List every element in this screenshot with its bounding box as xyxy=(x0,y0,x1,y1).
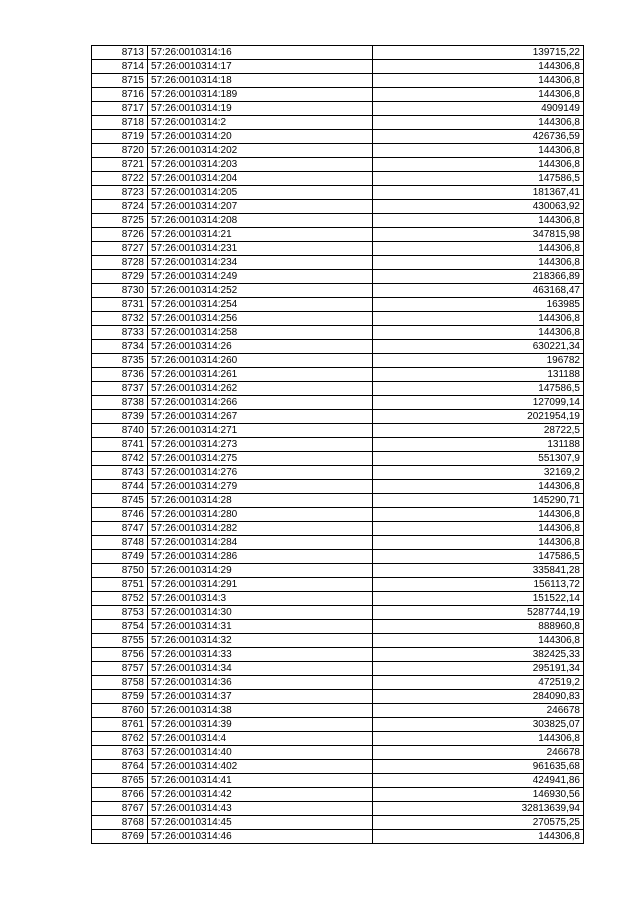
cadastral-value: 144306,8 xyxy=(373,242,584,256)
row-number: 8747 xyxy=(92,522,148,536)
cadastral-number: 57:26:0010314:189 xyxy=(148,88,373,102)
cadastral-value: 144306,8 xyxy=(373,326,584,340)
table-row xyxy=(92,186,584,200)
cadastral-value: 426736,59 xyxy=(373,130,584,144)
cadastral-value: 144306,8 xyxy=(373,116,584,130)
cadastral-number: 57:26:0010314:271 xyxy=(148,424,373,438)
cadastral-number: 57:26:0010314:262 xyxy=(148,382,373,396)
row-number: 8737 xyxy=(92,382,148,396)
cadastral-value: 131188 xyxy=(373,438,584,452)
cadastral-number: 57:26:0010314:19 xyxy=(148,102,373,116)
row-number: 8764 xyxy=(92,760,148,774)
row-number: 8769 xyxy=(92,830,148,844)
table-row xyxy=(92,200,584,214)
table-row xyxy=(92,830,584,844)
row-number: 8742 xyxy=(92,452,148,466)
table-row xyxy=(92,396,584,410)
cadastral-value: 147586,5 xyxy=(373,172,584,186)
table-row xyxy=(92,312,584,326)
cadastral-number: 57:26:0010314:231 xyxy=(148,242,373,256)
cadastral-value: 144306,8 xyxy=(373,480,584,494)
cadastral-number: 57:26:0010314:286 xyxy=(148,550,373,564)
table-row xyxy=(92,648,584,662)
cadastral-number: 57:26:0010314:279 xyxy=(148,480,373,494)
table-row xyxy=(92,620,584,634)
cadastral-value: 630221,34 xyxy=(373,340,584,354)
cadastral-number: 57:26:0010314:16 xyxy=(148,46,373,60)
cadastral-value: 144306,8 xyxy=(373,214,584,228)
table-row xyxy=(92,662,584,676)
table-row xyxy=(92,382,584,396)
table-row xyxy=(92,102,584,116)
table-row xyxy=(92,242,584,256)
cadastral-number: 57:26:0010314:34 xyxy=(148,662,373,676)
row-number: 8760 xyxy=(92,704,148,718)
cadastral-number: 57:26:0010314:37 xyxy=(148,690,373,704)
table-row xyxy=(92,144,584,158)
cadastral-value: 382425,33 xyxy=(373,648,584,662)
cadastral-number: 57:26:0010314:46 xyxy=(148,830,373,844)
cadastral-value: 284090,83 xyxy=(373,690,584,704)
row-number: 8720 xyxy=(92,144,148,158)
row-number: 8734 xyxy=(92,340,148,354)
cadastral-value: 424941,86 xyxy=(373,774,584,788)
table-row xyxy=(92,522,584,536)
cadastral-number: 57:26:0010314:273 xyxy=(148,438,373,452)
row-number: 8735 xyxy=(92,354,148,368)
cadastral-number: 57:26:0010314:36 xyxy=(148,676,373,690)
row-number: 8741 xyxy=(92,438,148,452)
cadastral-number: 57:26:0010314:261 xyxy=(148,368,373,382)
row-number: 8723 xyxy=(92,186,148,200)
cadastral-value: 347815,98 xyxy=(373,228,584,242)
row-number: 8732 xyxy=(92,312,148,326)
table-row xyxy=(92,676,584,690)
row-number: 8719 xyxy=(92,130,148,144)
cadastral-number: 57:26:0010314:205 xyxy=(148,186,373,200)
cadastral-number: 57:26:0010314:4 xyxy=(148,732,373,746)
row-number: 8725 xyxy=(92,214,148,228)
table-row xyxy=(92,452,584,466)
cadastral-value-table xyxy=(91,45,584,844)
cadastral-value: 4909149 xyxy=(373,102,584,116)
row-number: 8718 xyxy=(92,116,148,130)
cadastral-value: 270575,25 xyxy=(373,816,584,830)
cadastral-number: 57:26:0010314:282 xyxy=(148,522,373,536)
table-row xyxy=(92,788,584,802)
row-number: 8754 xyxy=(92,620,148,634)
table-row xyxy=(92,284,584,298)
table-row xyxy=(92,438,584,452)
cadastral-number: 57:26:0010314:207 xyxy=(148,200,373,214)
cadastral-value: 156113,72 xyxy=(373,578,584,592)
table-row xyxy=(92,536,584,550)
cadastral-number: 57:26:0010314:267 xyxy=(148,410,373,424)
row-number: 8753 xyxy=(92,606,148,620)
cadastral-value: 131188 xyxy=(373,368,584,382)
table-row xyxy=(92,88,584,102)
table-row xyxy=(92,760,584,774)
table-row xyxy=(92,130,584,144)
cadastral-value: 2021954,19 xyxy=(373,410,584,424)
cadastral-number: 57:26:0010314:252 xyxy=(148,284,373,298)
cadastral-number: 57:26:0010314:45 xyxy=(148,816,373,830)
row-number: 8715 xyxy=(92,74,148,88)
cadastral-value: 246678 xyxy=(373,746,584,760)
cadastral-value: 551307,9 xyxy=(373,452,584,466)
row-number: 8762 xyxy=(92,732,148,746)
cadastral-number: 57:26:0010314:276 xyxy=(148,466,373,480)
table-row xyxy=(92,326,584,340)
cadastral-number: 57:26:0010314:42 xyxy=(148,788,373,802)
table-row xyxy=(92,270,584,284)
cadastral-value: 295191,34 xyxy=(373,662,584,676)
cadastral-value: 145290,71 xyxy=(373,494,584,508)
row-number: 8744 xyxy=(92,480,148,494)
cadastral-number: 57:26:0010314:41 xyxy=(148,774,373,788)
table-row xyxy=(92,774,584,788)
cadastral-number: 57:26:0010314:204 xyxy=(148,172,373,186)
row-number: 8758 xyxy=(92,676,148,690)
row-number: 8736 xyxy=(92,368,148,382)
cadastral-value: 32813639,94 xyxy=(373,802,584,816)
cadastral-number: 57:26:0010314:202 xyxy=(148,144,373,158)
cadastral-value: 144306,8 xyxy=(373,508,584,522)
table-row xyxy=(92,298,584,312)
row-number: 8752 xyxy=(92,592,148,606)
table-row xyxy=(92,704,584,718)
cadastral-number: 57:26:0010314:258 xyxy=(148,326,373,340)
table-row xyxy=(92,466,584,480)
table-row xyxy=(92,718,584,732)
row-number: 8761 xyxy=(92,718,148,732)
cadastral-value: 28722,5 xyxy=(373,424,584,438)
row-number: 8745 xyxy=(92,494,148,508)
cadastral-number: 57:26:0010314:280 xyxy=(148,508,373,522)
cadastral-value: 472519,2 xyxy=(373,676,584,690)
cadastral-value: 163985 xyxy=(373,298,584,312)
cadastral-value: 196782 xyxy=(373,354,584,368)
row-number: 8740 xyxy=(92,424,148,438)
row-number: 8765 xyxy=(92,774,148,788)
cadastral-value: 147586,5 xyxy=(373,382,584,396)
row-number: 8750 xyxy=(92,564,148,578)
cadastral-number: 57:26:0010314:284 xyxy=(148,536,373,550)
row-number: 8748 xyxy=(92,536,148,550)
row-number: 8759 xyxy=(92,690,148,704)
table-row xyxy=(92,172,584,186)
row-number: 8733 xyxy=(92,326,148,340)
cadastral-number: 57:26:0010314:266 xyxy=(148,396,373,410)
cadastral-value: 218366,89 xyxy=(373,270,584,284)
cadastral-number: 57:26:0010314:21 xyxy=(148,228,373,242)
cadastral-value: 144306,8 xyxy=(373,88,584,102)
cadastral-value: 144306,8 xyxy=(373,74,584,88)
cadastral-number: 57:26:0010314:40 xyxy=(148,746,373,760)
table-row xyxy=(92,158,584,172)
table-row xyxy=(92,746,584,760)
table-row xyxy=(92,214,584,228)
table-row xyxy=(92,802,584,816)
table-row xyxy=(92,816,584,830)
cadastral-value: 147586,5 xyxy=(373,550,584,564)
table-row xyxy=(92,256,584,270)
cadastral-value: 144306,8 xyxy=(373,144,584,158)
cadastral-number: 57:26:0010314:39 xyxy=(148,718,373,732)
cadastral-number: 57:26:0010314:17 xyxy=(148,60,373,74)
cadastral-number: 57:26:0010314:275 xyxy=(148,452,373,466)
cadastral-number: 57:26:0010314:29 xyxy=(148,564,373,578)
cadastral-number: 57:26:0010314:260 xyxy=(148,354,373,368)
row-number: 8717 xyxy=(92,102,148,116)
cadastral-number: 57:26:0010314:28 xyxy=(148,494,373,508)
cadastral-value: 888960,8 xyxy=(373,620,584,634)
row-number: 8743 xyxy=(92,466,148,480)
row-number: 8726 xyxy=(92,228,148,242)
cadastral-value: 144306,8 xyxy=(373,158,584,172)
row-number: 8722 xyxy=(92,172,148,186)
cadastral-number: 57:26:0010314:30 xyxy=(148,606,373,620)
row-number: 8714 xyxy=(92,60,148,74)
cadastral-value: 961635,68 xyxy=(373,760,584,774)
cadastral-number: 57:26:0010314:208 xyxy=(148,214,373,228)
cadastral-number: 57:26:0010314:33 xyxy=(148,648,373,662)
table-row xyxy=(92,634,584,648)
cadastral-value: 144306,8 xyxy=(373,732,584,746)
cadastral-number: 57:26:0010314:31 xyxy=(148,620,373,634)
cadastral-value: 144306,8 xyxy=(373,60,584,74)
row-number: 8731 xyxy=(92,298,148,312)
cadastral-value: 144306,8 xyxy=(373,522,584,536)
table-row xyxy=(92,592,584,606)
row-number: 8713 xyxy=(92,46,148,60)
cadastral-value: 32169,2 xyxy=(373,466,584,480)
cadastral-number: 57:26:0010314:203 xyxy=(148,158,373,172)
table-row xyxy=(92,494,584,508)
row-number: 8768 xyxy=(92,816,148,830)
cadastral-value: 146930,56 xyxy=(373,788,584,802)
cadastral-value: 144306,8 xyxy=(373,536,584,550)
row-number: 8746 xyxy=(92,508,148,522)
table-row xyxy=(92,228,584,242)
table-row xyxy=(92,606,584,620)
cadastral-value: 151522,14 xyxy=(373,592,584,606)
table-row xyxy=(92,410,584,424)
cadastral-number: 57:26:0010314:20 xyxy=(148,130,373,144)
row-number: 8721 xyxy=(92,158,148,172)
cadastral-number: 57:26:0010314:402 xyxy=(148,760,373,774)
cadastral-number: 57:26:0010314:38 xyxy=(148,704,373,718)
cadastral-value: 139715,22 xyxy=(373,46,584,60)
row-number: 8751 xyxy=(92,578,148,592)
cadastral-number: 57:26:0010314:32 xyxy=(148,634,373,648)
table-row xyxy=(92,354,584,368)
table-row xyxy=(92,46,584,60)
row-number: 8727 xyxy=(92,242,148,256)
row-number: 8755 xyxy=(92,634,148,648)
table-row xyxy=(92,424,584,438)
table-row xyxy=(92,368,584,382)
cadastral-number: 57:26:0010314:291 xyxy=(148,578,373,592)
row-number: 8749 xyxy=(92,550,148,564)
cadastral-number: 57:26:0010314:254 xyxy=(148,298,373,312)
table-row xyxy=(92,550,584,564)
cadastral-value: 144306,8 xyxy=(373,312,584,326)
table-row xyxy=(92,508,584,522)
cadastral-number: 57:26:0010314:2 xyxy=(148,116,373,130)
cadastral-value: 430063,92 xyxy=(373,200,584,214)
row-number: 8757 xyxy=(92,662,148,676)
cadastral-number: 57:26:0010314:234 xyxy=(148,256,373,270)
table-body xyxy=(92,46,584,844)
cadastral-value: 144306,8 xyxy=(373,830,584,844)
table-row xyxy=(92,578,584,592)
table-row xyxy=(92,116,584,130)
cadastral-value: 463168,47 xyxy=(373,284,584,298)
table-row xyxy=(92,690,584,704)
cadastral-value: 144306,8 xyxy=(373,256,584,270)
cadastral-value: 335841,28 xyxy=(373,564,584,578)
row-number: 8724 xyxy=(92,200,148,214)
cadastral-value: 5287744,19 xyxy=(373,606,584,620)
cadastral-number: 57:26:0010314:26 xyxy=(148,340,373,354)
cadastral-number: 57:26:0010314:18 xyxy=(148,74,373,88)
row-number: 8763 xyxy=(92,746,148,760)
row-number: 8728 xyxy=(92,256,148,270)
row-number: 8767 xyxy=(92,802,148,816)
cadastral-value: 144306,8 xyxy=(373,634,584,648)
row-number: 8766 xyxy=(92,788,148,802)
cadastral-value: 181367,41 xyxy=(373,186,584,200)
row-number: 8729 xyxy=(92,270,148,284)
cadastral-value: 246678 xyxy=(373,704,584,718)
row-number: 8756 xyxy=(92,648,148,662)
row-number: 8716 xyxy=(92,88,148,102)
table-row xyxy=(92,60,584,74)
table-row xyxy=(92,74,584,88)
table-row xyxy=(92,564,584,578)
cadastral-value: 303825,07 xyxy=(373,718,584,732)
table-row xyxy=(92,732,584,746)
cadastral-value: 127099,14 xyxy=(373,396,584,410)
row-number: 8738 xyxy=(92,396,148,410)
cadastral-number: 57:26:0010314:43 xyxy=(148,802,373,816)
table-row xyxy=(92,340,584,354)
row-number: 8730 xyxy=(92,284,148,298)
cadastral-number: 57:26:0010314:3 xyxy=(148,592,373,606)
cadastral-number: 57:26:0010314:256 xyxy=(148,312,373,326)
table-row xyxy=(92,480,584,494)
cadastral-number: 57:26:0010314:249 xyxy=(148,270,373,284)
row-number: 8739 xyxy=(92,410,148,424)
